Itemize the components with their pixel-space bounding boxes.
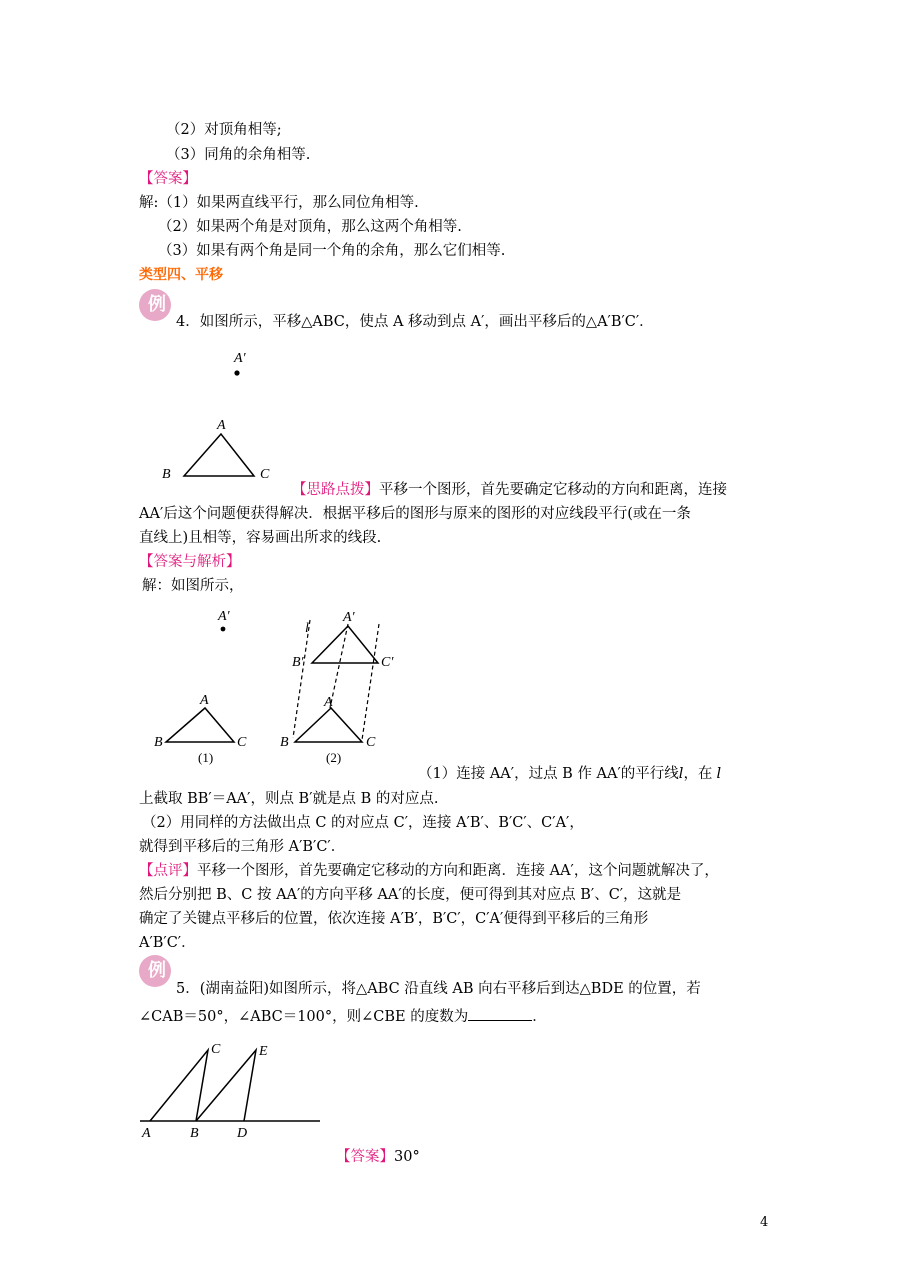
prev-solution-line-3: （3）如果有两个角是同一个角的余角，那么它们相等. [158,243,506,259]
svg-text:B: B [162,467,171,482]
point-a-prime [234,370,239,375]
ex5-question-text: ∠CAB＝50°，∠ABC＝100°，则∠CBE 的度数为 [139,1009,469,1025]
ex4-hint-line-3: 直线上)且相等，容易画出所求的线段. [139,530,382,546]
svg-text:例: 例 [148,294,166,315]
ex5-answer [336,1148,420,1166]
svg-text:C: C [366,735,376,750]
hint-text-1: 平移一个图形，首先要确定它移动的方向和距离，连接 [379,482,727,498]
ex4-step2-line-1: （2）用同样的方法做出点 C 的对应点 C′，连接 A′B′、B′C′、C′A′， [142,815,584,831]
ex4-hint-line-2: AA′后这个问题便获得解决．根据平移后的图形与原来的图形的对应线段平行(或在一条 [139,506,691,522]
hint-tag: 【思路点拨】 [292,482,379,498]
svg-text:A′: A′ [218,609,230,624]
ex4-figure [150,340,290,485]
ex4-step1-line-2: 上截取 BB′＝AA′，则点 B′就是点 B 的对应点. [139,791,439,807]
prev-solution-line-2: （2）如果两个角是对顶角，那么这两个角相等. [158,219,462,235]
prev-answer-tag: 【答案】 [139,171,197,187]
ex4-step2-line-2: 就得到平移后的三角形 A′B′C′． [139,839,346,855]
svg-text:A′: A′ [234,351,246,366]
svg-text:B: B [190,1126,199,1141]
triangle-a-prime-b-prime-c-prime [312,626,378,663]
step1-text-b: ，在 [683,766,713,782]
prev-item-2: （2）对顶角相等; [166,122,282,138]
ex4-review-line-1 [139,862,719,880]
svg-text:A: A [324,695,333,710]
ex4-review-line-2: 然后分别把 B、C 按 AA′的方向平移 AA′的长度，便可得到其对应点 B′、C′，这就是 [139,887,682,903]
ex4-solution-figure [140,600,420,770]
ex5-question-line-2 [139,1006,547,1026]
ex4-step1-line-1 [418,765,721,783]
segment-aa-prime [330,624,348,708]
ex4-hint-line-1 [292,481,727,499]
parallel-line-l [293,620,310,738]
step1-l: l [678,766,684,782]
ex5-answer-tag: 【答案】 [336,1149,394,1165]
svg-text:C′: C′ [381,655,394,670]
ex5-figure [138,1038,328,1146]
svg-text:C: C [260,467,270,482]
svg-text:B: B [280,735,289,750]
svg-text:A: A [217,418,226,433]
parallel-line-c [362,624,379,740]
triangle-abc [184,434,254,476]
ex5-question-line-1: 5．(湖南益阳)如图所示，将△ABC 沿直线 AB 向右平移后到达△BDE 的位置，若 [176,981,701,997]
prev-item-3: （3）同角的余角相等. [166,147,311,163]
ex4-question: 4．如图所示，平移△ABC，使点 A 移动到点 A′，画出平移后的△A′B′C′． [176,314,654,330]
step1-text: （1）连接 AA′，过点 B 作 AA′的平行线 [418,766,679,782]
section-heading: 类型四、平移 [139,267,223,283]
step1-l2: l [716,766,722,782]
triangle-bde [196,1050,256,1121]
svg-text:A: A [200,693,209,708]
svg-text:B′: B′ [292,655,304,670]
svg-text:A′: A′ [343,610,355,625]
svg-text:例: 例 [148,960,166,981]
example-badge-icon-2 [135,954,175,990]
svg-text:l: l [305,621,309,636]
ex4-solution-intro: 解：如图所示， [142,578,244,594]
triangle-abc-1 [166,708,234,742]
ex4-review-line-4: A′B′C′． [139,935,196,951]
ex5-question-end: ． [532,1009,547,1025]
answer-blank [468,1006,532,1021]
triangle-abc-2 [295,708,362,742]
svg-text:B: B [154,735,163,750]
review-text-1: 平移一个图形，首先要确定它移动的方向和距离．连接 AA′，这个问题就解决了， [197,863,719,879]
svg-text:(2): (2) [326,750,342,765]
svg-text:E: E [259,1044,268,1059]
example-badge-icon [135,288,175,324]
prev-solution-line-1: 解:（1）如果两直线平行，那么同位角相等. [139,195,419,211]
review-tag: 【点评】 [139,863,197,879]
svg-text:D: D [237,1126,248,1141]
ex5-answer-value: 30° [394,1149,420,1165]
svg-text:(1): (1) [198,750,214,765]
ex4-review-line-3: 确定了关键点平移后的位置，依次连接 A′B′，B′C′，C′A′便得到平移后的三角形 [139,911,649,927]
page-number: 4 [760,1215,769,1230]
triangle-abc [150,1050,208,1121]
svg-text:C: C [237,735,247,750]
svg-text:C: C [211,1042,221,1057]
point-a-prime-1 [221,627,226,632]
ex4-answer-tag: 【答案与解析】 [139,554,241,570]
svg-text:A: A [142,1126,151,1141]
